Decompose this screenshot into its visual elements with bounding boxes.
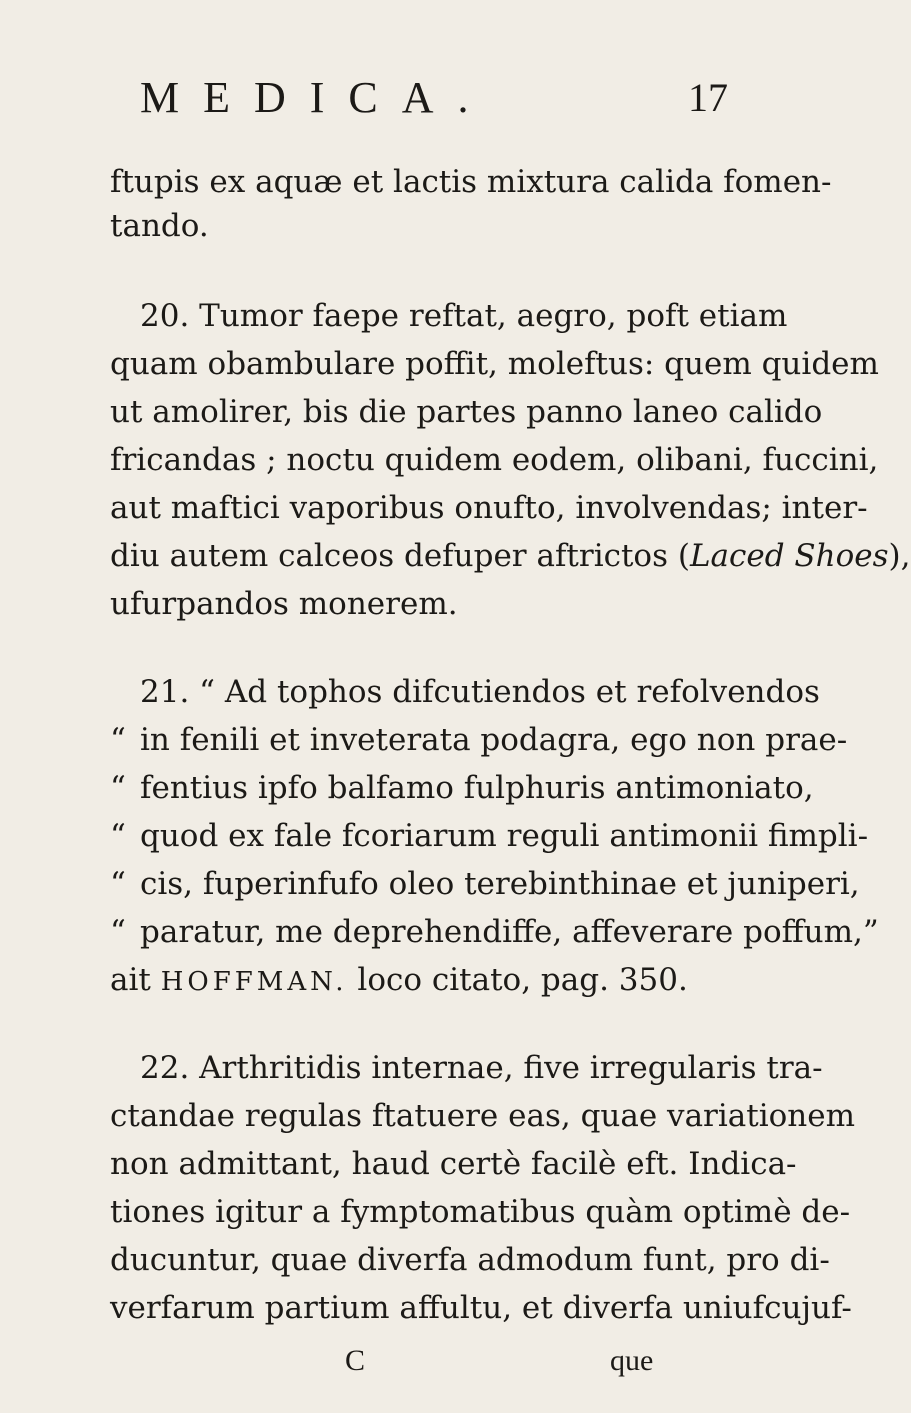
text-line: tiones igitur a fymptomatibus quàm optimè de- <box>110 1194 851 1230</box>
page-number: 17 <box>688 75 728 120</box>
citation-line <box>110 960 688 1002</box>
quote-mark: “ <box>110 866 126 902</box>
text-line: quam obambulare poffit, moleftus: quem quidem <box>110 346 879 382</box>
text-segment: ait <box>110 962 151 998</box>
text-segment: diu autem calceos defuper aftrictos ( <box>110 538 690 574</box>
quoted-text: fentius ipfo balfamo fulphuris antimoniato, <box>140 770 814 806</box>
text-line: verfarum partium affultu, et diverfa uniufcujuf- <box>110 1290 852 1326</box>
text-line: ut amolirer, bis die partes panno laneo calido <box>110 394 823 430</box>
text-line: non admittant, haud certè facilè eft. Indica- <box>110 1146 797 1182</box>
english-gloss: Laced Shoes <box>689 538 889 574</box>
text-line: ducuntur, quae diverfa admodum funt, pro di- <box>110 1242 830 1278</box>
text-line: ctandae regulas ftatuere eas, quae variationem <box>110 1098 856 1134</box>
quote-mark: “ <box>110 722 126 758</box>
paragraph-21-start: 21. “ Ad tophos difcutiendos et refolvendos <box>140 674 820 710</box>
quote-mark: “ <box>110 914 126 950</box>
signature-mark: C <box>345 1344 366 1377</box>
running-title: MEDICA. <box>140 73 493 122</box>
text-line: ftupis ex aquæ et lactis mixtura calida fomen- <box>110 164 832 200</box>
quoted-line <box>110 912 879 952</box>
paragraph-22-start: 22. Arthritidis internae, five irregularis tra- <box>140 1050 823 1086</box>
text-line: tando. <box>110 208 209 244</box>
quoted-text: cis, fuperinfufo oleo terebinthinae et juniperi, <box>140 866 860 902</box>
author-name: HOFFMAN. <box>160 967 348 997</box>
paragraph-20-start: 20. Tumor faepe reftat, aegro, poft etiam <box>140 298 788 334</box>
text-line: fricandas ; noctu quidem eodem, olibani, fuccini, <box>110 442 879 478</box>
quoted-line <box>110 816 869 856</box>
catchword: que <box>610 1344 654 1377</box>
text-segment: ), <box>888 538 911 574</box>
quote-mark: “ <box>110 818 126 854</box>
quoted-text: paratur, me deprehendiffe, affeverare poffum,” <box>140 914 879 950</box>
quoted-line <box>110 768 814 808</box>
page-header <box>0 72 800 132</box>
text-line: ufurpandos monerem. <box>110 586 458 622</box>
quoted-text: quod ex fale fcoriarum reguli antimonii fimpli- <box>140 818 869 854</box>
quoted-text: in fenili et inveterata podagra, ego non prae- <box>140 722 848 758</box>
text-line <box>110 536 911 576</box>
quoted-line <box>110 720 848 760</box>
quoted-line <box>110 864 860 904</box>
quote-mark: “ <box>110 770 126 806</box>
text-line: aut maftici vaporibus onufto, involvendas; inter- <box>110 490 868 526</box>
citation: loco citato, pag. 350. <box>357 962 688 998</box>
